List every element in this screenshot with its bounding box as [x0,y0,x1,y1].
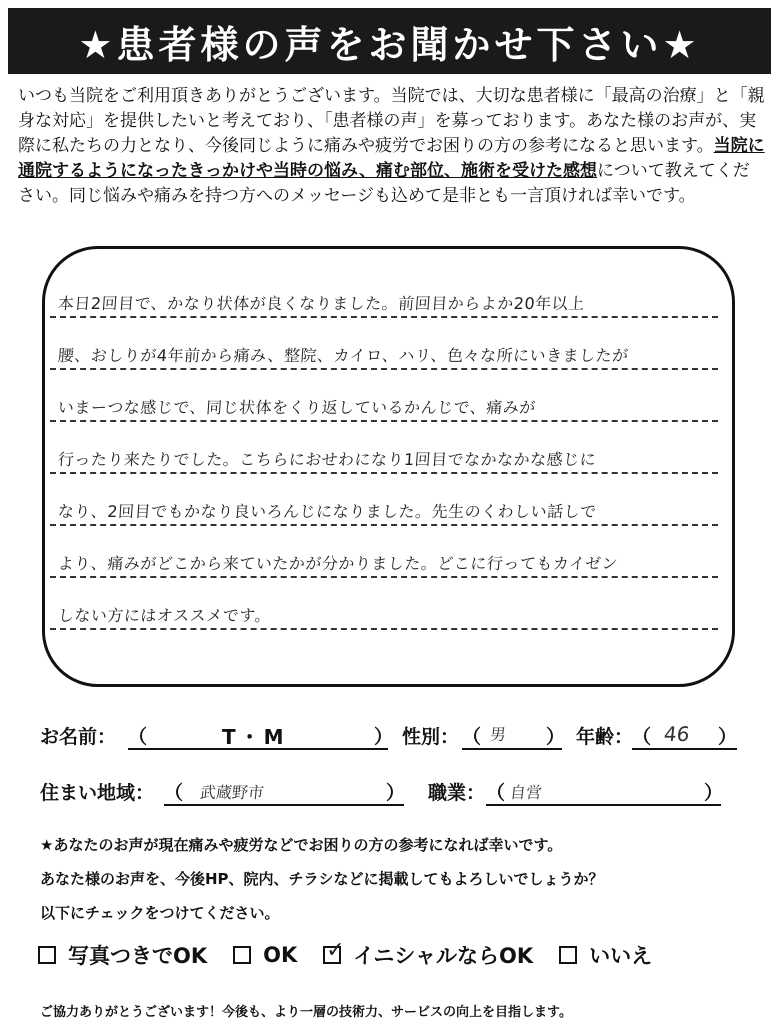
name-label: お名前： [40,726,117,748]
name-paren-open: （ [128,726,148,748]
job-value: 自営 [508,783,543,802]
testimonial-line: なり、2回目でもかなり良いろんじになりました。先生のくわしい話しで [57,502,598,521]
option-initials-ok[interactable] [323,940,533,970]
area-value: 武蔵野市 [198,783,265,802]
ruled-line [50,420,718,422]
area-paren-close: ） [386,782,406,804]
consent-options [38,940,678,970]
ruled-line [50,524,718,526]
testimonial-line: いまーつな感じで、同じ状体をくり返しているかんじで、痛みが [57,398,537,417]
age-label: 年齢： [576,726,634,748]
gender-paren-close: ） [546,726,566,748]
info-line: あなた様のお声を、今後HP、院内、チラシなどに掲載してもよろしいでしょうか？ [40,870,604,888]
testimonial-line: より、痛みがどこから来ていたかが分かりました。どこに行ってもカイゼン [57,554,619,573]
age-paren-open: （ [632,726,652,748]
job-field-underline [486,804,721,806]
gender-paren-open: （ [462,726,482,748]
ruled-line [50,628,718,630]
footer-message: ご協力ありがとうございます！今後も、より一層の技術力、サービスの向上を目指します。 [40,1005,572,1020]
option-label: イニシャルならOK [353,944,534,968]
ruled-line [50,316,718,318]
option-label: 写真つきでOK [68,944,208,968]
checkbox-checked[interactable] [323,938,345,964]
info-line: 以下にチェックをつけてください。 [40,904,280,922]
page-title-banner [8,8,771,74]
checkbox[interactable] [559,946,577,964]
gender-label: 性別： [402,726,460,748]
ruled-line [50,472,718,474]
checkbox[interactable] [38,946,56,964]
ruled-line [50,576,718,578]
option-label: いいえ [589,944,653,968]
option-no[interactable] [559,940,652,970]
option-label: OK [263,943,298,967]
age-value: 46 [662,722,691,746]
testimonial-line: 本日2回目で、かなり状体が良くなりました。前回目からよか20年以上 [57,294,586,313]
area-paren-open: （ [164,782,184,804]
name-value: T・M [222,725,288,749]
intro-paragraph [18,84,766,209]
check-icon: ✓ [326,938,345,963]
job-label: 職業： [428,782,486,804]
gender-value: 男 [488,725,507,744]
ruled-line [50,368,718,370]
option-ok[interactable] [233,943,297,967]
area-label: 住まい地域： [40,782,155,804]
area-field-underline [164,804,404,806]
checkbox[interactable] [233,946,251,964]
intro-text-part1: いつも当院をご利用頂きありがとうございます。当院では、大切な患者様に「最高の治療」と「親身な対応」を提供したいと考えており、「患者様の声」を募っております。あなた様のお声が、実際に私たちの力となり、今後同じように痛みや疲労でお困りの方の参考になると思います。 [18,86,765,156]
testimonial-line: 行ったり来たりでした。こちらにおせわになり1回目でなかなかな感じに [57,450,597,469]
name-paren-close: ） [374,726,394,748]
testimonial-line: 腰、おしりが4年前から痛み、整院、カイロ、ハリ、色々な所にいきましたが [57,346,630,365]
testimonial-line: しない方にはオススメです。 [57,606,272,625]
intro-emphasis: 当院に通院するようになったきっかけや当時の悩み、痛む部位、施術を受けた感想 [18,136,765,181]
age-paren-close: ） [718,726,738,748]
page-title: ★患者様の声をお聞かせ下さい★ [78,22,701,67]
job-paren-open: （ [486,782,506,804]
job-paren-close: ） [704,782,724,804]
option-photo-ok[interactable] [38,940,207,970]
intro-text-part2: について教えてください。同じ悩みや痛みを持つ方へのメッセージも込めて是非とも一言頂ければ幸いです。 [18,161,750,206]
info-line: ★あなたのお声が現在痛みや疲労などでお困りの方の参考になれば幸いです。 [40,836,563,854]
